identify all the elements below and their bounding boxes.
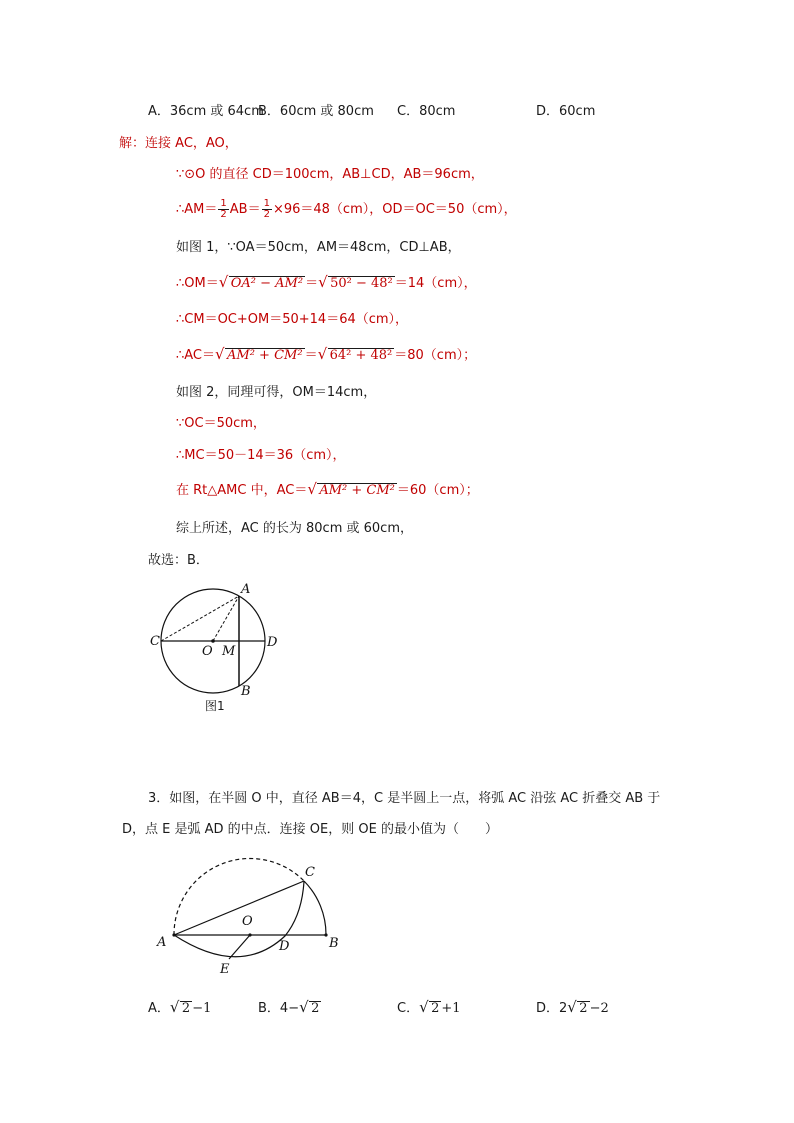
label-a: A [241,582,251,597]
opt-c-pre: C． [397,1001,420,1016]
l11-a: 在 Rt△AMC 中，AC＝ [176,483,308,498]
point-a [172,933,175,936]
q3-line-2: D，点 E 是弧 AD 的中点．连接 OE，则 OE 的最小值为（ ） [122,822,498,837]
solution-line-5 [176,276,477,292]
sqrt-oa-am [220,276,305,292]
radicand: 2 [181,1001,191,1016]
solution-line-1 [119,136,238,152]
l5-b: ＝ [305,276,319,291]
solution-prefix: 解： [119,136,146,151]
opt-b-pre: B．4− [258,1001,300,1016]
solution-line-9: ∵OC＝50cm， [176,416,266,431]
fraction-num: 1 [220,198,227,209]
opt-a-pre: A． [148,1001,170,1016]
q2-option-d: D．60cm [536,104,596,119]
solution-line-10: ∴MC＝50－14＝36（cm）， [176,448,346,463]
fraction-den: 2 [263,209,270,220]
solution-line-11 [176,483,479,499]
l3-a: ∴AM＝ [176,202,218,217]
radicand: 50² − 48² [330,276,393,291]
label-e: E [220,962,230,977]
figure-1-circle-diagram [140,580,290,715]
label-c: C [150,634,160,649]
original-arc-ac [174,858,304,935]
sqrt-2 [420,1001,441,1017]
label-b: B [241,684,251,699]
opt-d-post: −2 [589,1001,609,1016]
radicand: 2 [579,1001,588,1016]
fraction-den: 2 [220,209,227,220]
radicand: AM² + CM² [319,483,395,498]
q3-option-a [148,1001,211,1017]
radicand: 2 [311,1001,320,1016]
solution-line-4: 如图 1，∵OA＝50cm，AM＝48cm，CD⊥AB， [176,240,461,255]
label-m: M [222,644,236,659]
sqrt-64-48 [319,348,395,364]
solution-line-12: 综上所述，AC 的长为 80cm 或 60cm， [176,521,413,536]
l11-b: ＝60（cm）； [396,483,479,498]
segment-ac [161,596,239,641]
sqrt-50-48 [319,276,395,292]
solution-line-3 [176,199,517,221]
center-point-o [211,639,215,643]
q2-option-b: B．60cm 或 80cm [258,104,374,119]
label-c: C [305,865,315,880]
solution-line-7 [176,348,476,364]
q3-line-1: 3．如图，在半圆 O 中，直径 AB＝4，C 是半圆上一点，将弧 AC 沿弦 AC 折叠交 AB 于 [148,791,661,806]
solution-line-8: 如图 2，同理可得，OM＝14cm， [176,385,377,400]
sqrt-am-cm-2 [308,483,397,499]
sqrt-2 [300,1001,321,1017]
radicand: 2 [431,1001,440,1016]
label-b: B [329,936,339,951]
q2-option-c: C．80cm [397,104,456,119]
l5-c: ＝14（cm）， [394,276,477,291]
fraction-half-1 [218,199,228,220]
point-b [324,933,327,936]
l7-a: ∴AC＝ [176,348,216,363]
l7-b: ＝ [304,348,318,363]
l7-c: ＝80（cm）； [394,348,477,363]
solution-answer: 故选：B． [148,553,209,568]
opt-c-post: +1 [441,1001,461,1016]
solution-l1: 连接 AC，AO， [145,136,238,151]
sqrt-am-cm [216,348,305,364]
q3-option-b [258,1001,321,1017]
q3-option-d [536,1001,609,1017]
label-a: A [157,935,167,950]
label-o: O [202,644,213,659]
radicand: 64² + 48² [329,348,393,363]
q3-option-c [397,1001,461,1017]
q2-option-a: A．36cm 或 64cm [148,104,264,119]
figure-1-caption: 图1 [205,699,225,713]
fraction-half-2 [262,199,272,220]
opt-d-pre: D．2 [536,1001,568,1016]
radicand: OA² − AM² [230,276,304,291]
solution-line-2: ∵⊙O 的直径 CD＝100cm，AB⊥CD，AB＝96cm， [176,167,484,182]
chord-ac [174,881,304,935]
label-d: D [279,939,290,954]
sqrt-2 [171,1001,192,1017]
opt-a-post: −1 [192,1001,212,1016]
figure-2-semicircle-diagram [150,850,350,980]
sqrt-2 [568,1001,589,1017]
solution-line-6: ∴CM＝OC+OM＝50+14＝64（cm）， [176,312,409,327]
fraction-num: 1 [263,198,270,209]
point-o [248,933,251,936]
label-d: D [267,635,278,650]
l3-b: AB＝ [229,202,261,217]
segment-ao [213,596,239,641]
l3-c: ×96＝48（cm），OD＝OC＝50（cm）， [272,202,517,217]
semicircle-arc-cb [304,881,326,935]
label-o: O [242,914,253,929]
radicand: AM² + CM² [227,348,303,363]
l5-a: ∴OM＝ [176,276,219,291]
